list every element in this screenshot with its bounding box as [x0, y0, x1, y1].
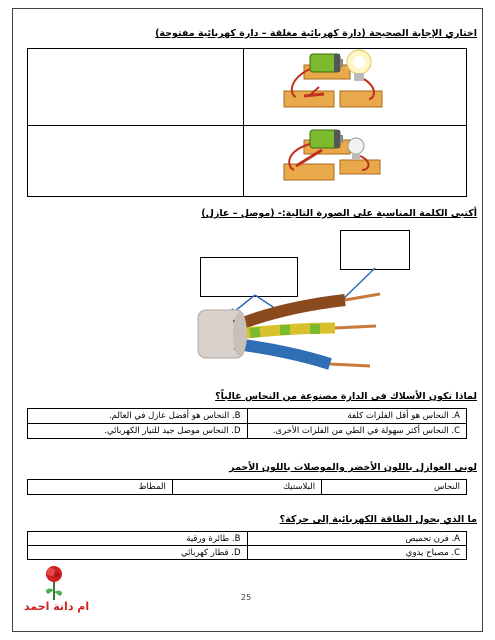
q5-option-a[interactable] — [247, 532, 467, 546]
q3-option-c[interactable] — [247, 424, 467, 439]
option-text: طائرة ورقية — [186, 533, 230, 544]
q5-option-b[interactable] — [28, 532, 248, 546]
rose-logo-icon — [36, 562, 72, 602]
option-letter: C. — [451, 426, 460, 436]
option-letter: D. — [231, 547, 241, 558]
logo-text: ام دانة احمد — [24, 600, 90, 613]
question-4-items — [27, 479, 467, 495]
q5-option-d[interactable] — [28, 546, 248, 560]
option-text: النحاس هو أفضل عازل في العالم. — [108, 411, 230, 421]
option-text: النحاس أكثر سهولة في الطي من الفلزات الأخرى. — [272, 426, 449, 436]
cable-image — [180, 230, 430, 370]
option-letter: C. — [451, 547, 460, 558]
question-3-title: لماذا تكون الأسلاك في الدارة مصنوعة من النحاس غالباً؟ — [215, 391, 477, 402]
option-letter: A. — [451, 411, 460, 421]
open-circuit-image-cell — [244, 49, 467, 126]
option-letter: B. — [231, 411, 241, 421]
q3-option-b[interactable] — [28, 409, 248, 424]
q5-option-c[interactable] — [247, 546, 467, 560]
q4-item-rubber[interactable]: المطاط — [28, 480, 173, 495]
option-text: مصباح يدوي — [405, 547, 449, 558]
q4-item-copper[interactable]: النحاس — [322, 480, 467, 495]
page-number: 25 — [241, 593, 252, 602]
option-letter: D. — [231, 426, 241, 436]
question-3-options — [27, 408, 467, 439]
question-4-title: لوني العوازل باللون الأخضر والموصلات باللون الأحمر — [229, 462, 477, 473]
option-letter: A. — [451, 533, 460, 544]
question-2-title: أكتبي الكلمة المناسبة على الصورة التالية:- (موصل – عازل) — [201, 208, 477, 219]
option-text: قطار كهربائي — [181, 547, 229, 558]
option-letter: B. — [231, 533, 241, 544]
option-text: النحاس هو أقل الفلزات كلفة — [347, 411, 449, 421]
closed-circuit-image-cell — [244, 126, 467, 197]
q4-item-plastic[interactable]: البلاستيك — [172, 480, 321, 495]
q3-option-d[interactable] — [28, 424, 248, 439]
question-5-options — [27, 531, 467, 560]
answer-cell-2[interactable] — [28, 126, 244, 197]
circuit-table — [27, 48, 467, 197]
option-text: فرن تحميص — [405, 533, 449, 544]
circuit-image-2 — [244, 126, 466, 192]
question-1-title: اختاري الإجابة الصحيحة (دارة كهربائية مغلقة – دارة كهربائية مفتوحة) — [155, 28, 477, 39]
answer-cell-1[interactable] — [28, 49, 244, 126]
option-text: النحاس موصل جيد للتيار الكهربائي. — [104, 426, 229, 436]
circuit-image-1 — [244, 49, 466, 121]
q3-option-a[interactable] — [247, 409, 467, 424]
question-5-title: ما الذي يحول الطاقة الكهربائية إلى حركة؟ — [279, 514, 477, 525]
